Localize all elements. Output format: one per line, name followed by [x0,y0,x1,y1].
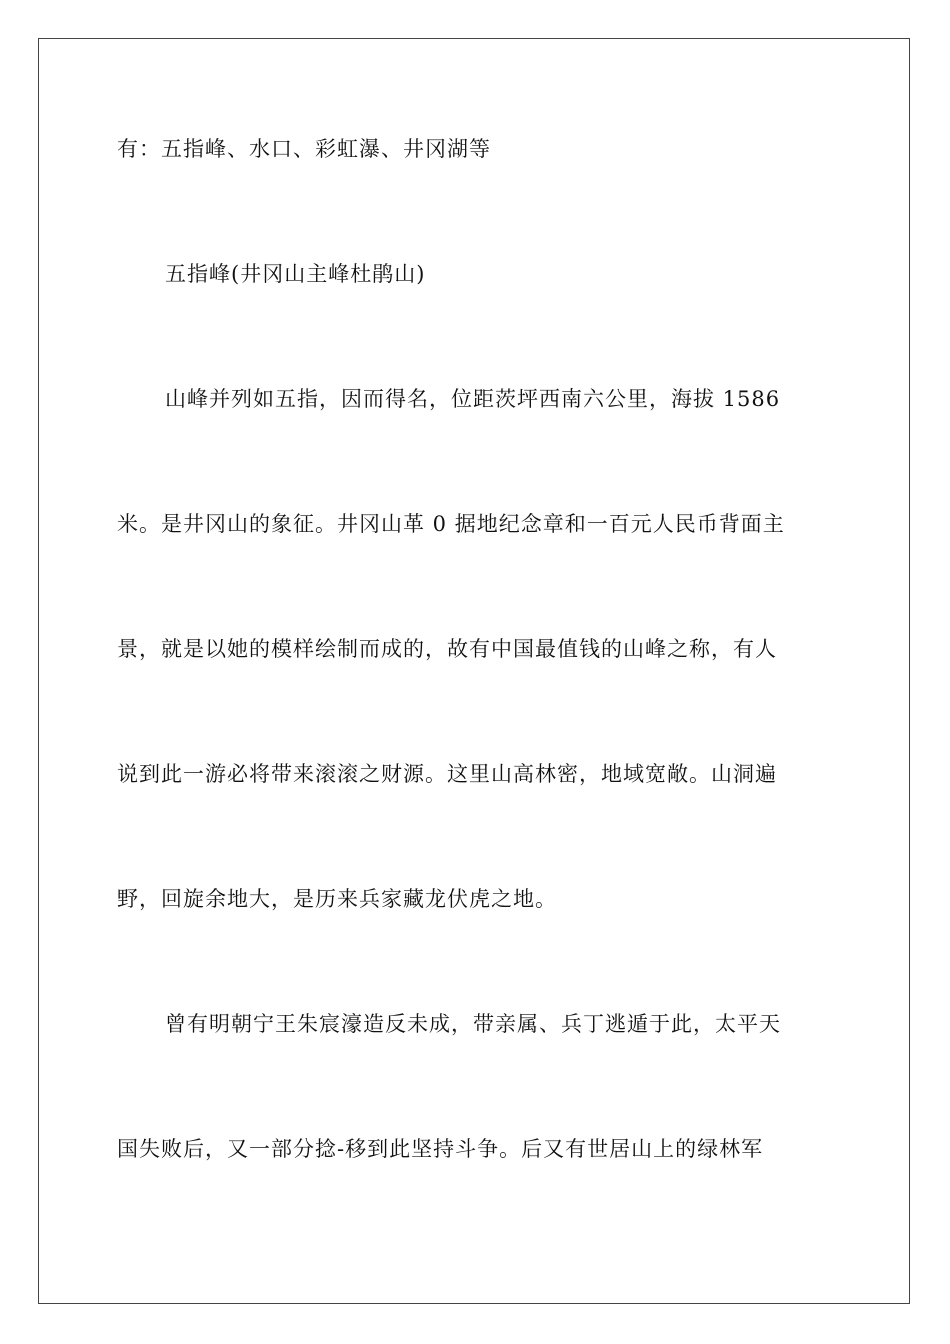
text-line-5: 景，就是以她的模样绘制而成的，故有中国最值钱的山峰之称，有人 [117,637,777,661]
text-line-6: 说到此一游必将带来滚滚之财源。这里山高林密，地域宽敞。山洞遍 [117,762,777,786]
text-line-1: 有：五指峰、水口、彩虹瀑、井冈湖等 [117,137,491,161]
text-line-7: 野，回旋余地大，是历来兵家藏龙伏虎之地。 [117,887,557,911]
text-line-8: 曾有明朝宁王朱宸濠造反未成，带亲属、兵丁逃遁于此，太平天 [165,1012,781,1036]
section-heading: 五指峰(井冈山主峰杜鹃山) [165,262,426,286]
text-line-4: 米。是井冈山的象征。井冈山革 0 据地纪念章和一百元人民币背面主 [117,512,785,536]
text-line-9: 国失败后，又一部分捻-移到此坚持斗争。后又有世居山上的绿林军 [117,1137,764,1161]
page-border [38,38,910,1304]
text-line-3: 山峰并列如五指，因而得名，位距茨坪西南六公里，海拔 1586 [165,387,781,411]
